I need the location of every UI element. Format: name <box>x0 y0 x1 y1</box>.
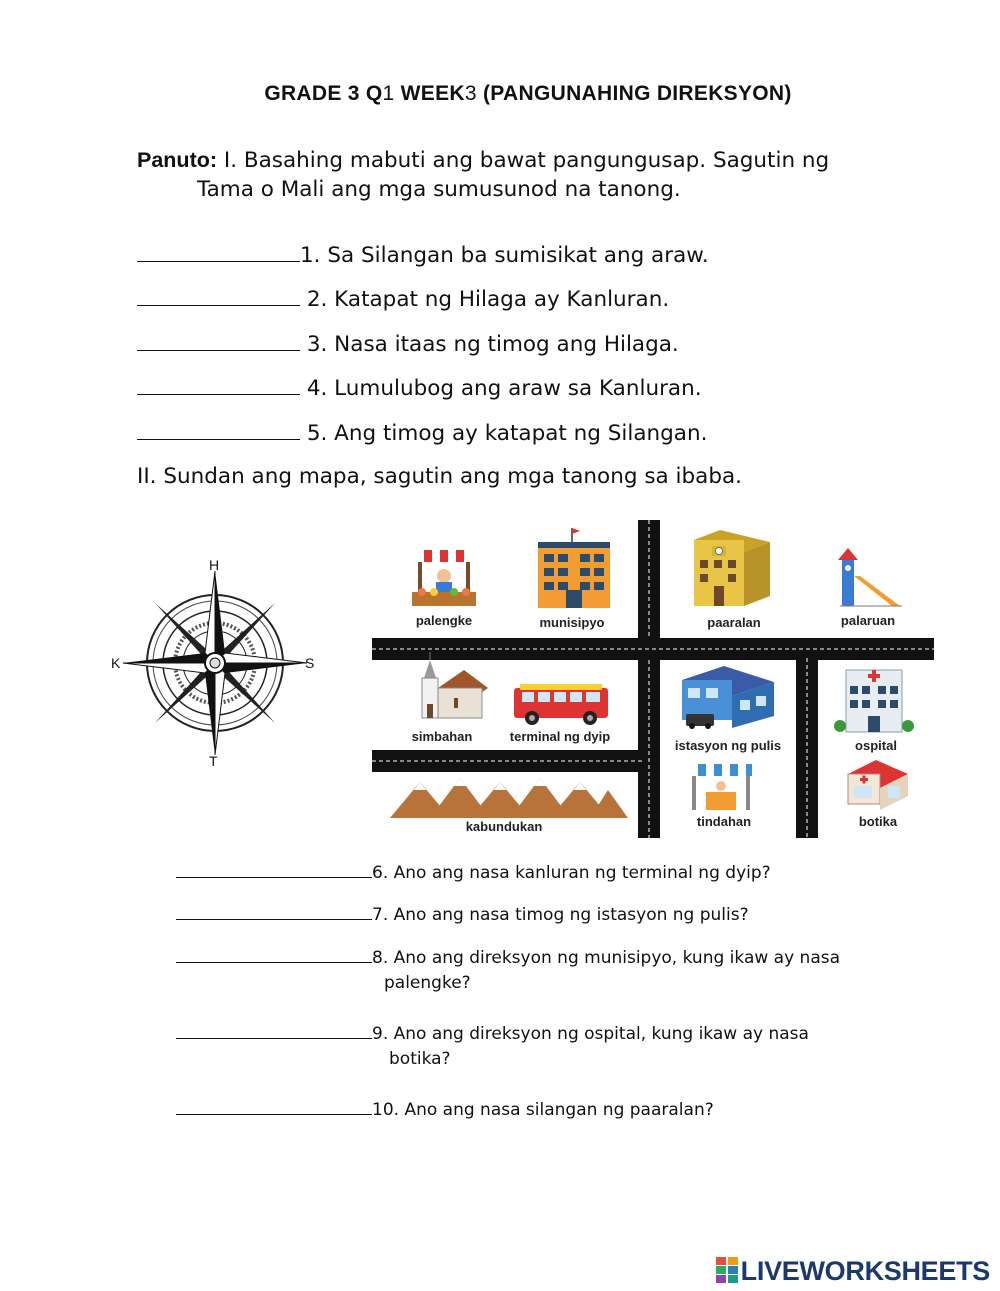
tf-item-4: 4. Lumulubog ang araw sa Kanluran. <box>137 374 702 401</box>
label-palaruan: palaruan <box>840 613 896 628</box>
answer-blank-9[interactable] <box>176 1024 372 1039</box>
label-terminal: terminal ng dyip <box>509 729 611 744</box>
answer-blank-8[interactable] <box>176 948 372 963</box>
police-station-icon <box>682 666 774 729</box>
palaruan-icon <box>838 548 902 606</box>
liveworksheets-logo-icon <box>716 1257 738 1283</box>
worksheet-title: GRADE 3 Q1 WEEK3 (PANGUNAHING DIREKSYON) <box>264 82 792 105</box>
compass-south: T <box>209 753 218 769</box>
tf-item-1: 1. Sa Silangan ba sumisikat ang araw. <box>137 241 709 268</box>
label-palengke: palengke <box>415 613 473 628</box>
tf-item-2: 2. Katapat ng Hilaga ay Kanluran. <box>137 285 669 312</box>
instructions-label: Panuto: <box>137 148 218 172</box>
answer-blank-1[interactable] <box>137 241 300 262</box>
compass-north: H <box>209 557 220 573</box>
label-pulis: istasyon ng pulis <box>674 738 782 753</box>
answer-blank-7[interactable] <box>176 905 372 920</box>
hospital-icon <box>834 670 914 732</box>
jeepney-icon <box>514 684 608 725</box>
question-9-cont: botika? <box>389 1049 451 1069</box>
liveworksheets-logo[interactable]: LIVEWORKSHEETS <box>716 1256 990 1287</box>
instructions: Panuto: I. Basahing mabuti ang bawat pangungusap. Sagutin ng Tama o Mali ang mga sumusunod na tanong. <box>137 148 830 202</box>
compass-east: S <box>305 655 315 671</box>
answer-blank-3[interactable] <box>137 330 300 351</box>
label-ospital: ospital <box>855 738 897 753</box>
answer-blank-6[interactable] <box>176 863 372 878</box>
label-munisipyo: munisipyo <box>539 615 605 630</box>
palengke-icon <box>412 550 476 606</box>
question-6: 6. Ano ang nasa kanluran ng terminal ng dyip? <box>176 863 771 883</box>
question-7: 7. Ano ang nasa timog ng istasyon ng pulis? <box>176 905 749 925</box>
answer-blank-2[interactable] <box>137 285 300 306</box>
answer-blank-4[interactable] <box>137 374 300 395</box>
label-kabundukan: kabundukan <box>465 819 543 834</box>
question-8: 8. Ano ang direksyon ng munisipyo, kung ikaw ay nasa <box>176 948 840 968</box>
compass-icon <box>105 553 325 773</box>
label-simbahan: simbahan <box>411 729 473 744</box>
section-2-instruction: II. Sundan ang mapa, sagutin ang mga tanong sa ibaba. <box>137 464 742 489</box>
compass-west: K <box>111 655 121 671</box>
town-map <box>372 520 934 838</box>
map-roads <box>372 520 934 838</box>
tf-item-3: 3. Nasa itaas ng timog ang Hilaga. <box>137 330 679 357</box>
paaralan-icon <box>694 530 770 606</box>
tf-item-5: 5. Ang timog ay katapat ng Silangan. <box>137 419 707 446</box>
label-botika: botika <box>858 814 898 829</box>
simbahan-icon <box>422 652 488 718</box>
munisipyo-icon <box>538 528 610 608</box>
mountains-icon <box>390 778 628 818</box>
answer-blank-5[interactable] <box>137 419 300 440</box>
botika-icon <box>848 760 908 810</box>
answer-blank-10[interactable] <box>176 1100 372 1115</box>
label-tindahan: tindahan <box>696 814 752 829</box>
question-10: 10. Ano ang nasa silangan ng paaralan? <box>176 1100 714 1120</box>
compass-rose <box>105 553 325 773</box>
question-9: 9. Ano ang direksyon ng ospital, kung ikaw ay nasa <box>176 1024 809 1044</box>
question-8-cont: palengke? <box>384 973 471 993</box>
label-paaralan: paaralan <box>707 615 761 630</box>
tindahan-icon <box>690 764 752 810</box>
